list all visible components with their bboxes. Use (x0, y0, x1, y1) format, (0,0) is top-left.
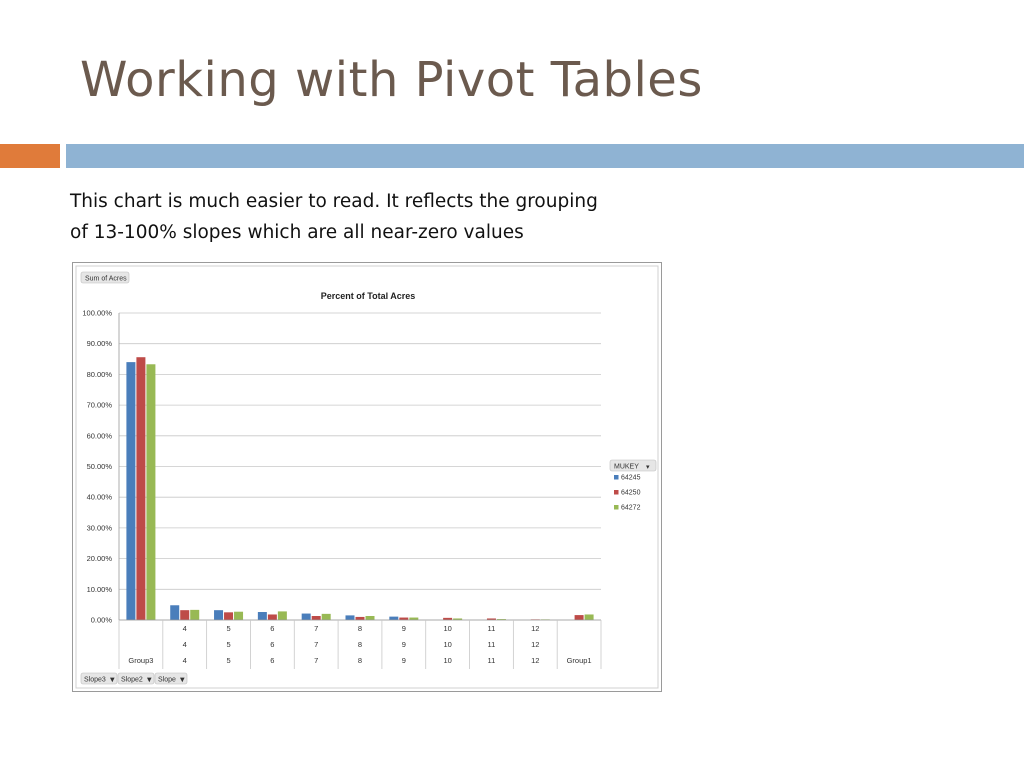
axis-field-label-slope3: Slope3 (84, 676, 106, 684)
x-tick-label: 10 (443, 624, 452, 633)
accent-bar-orange (0, 144, 60, 168)
bar (234, 612, 243, 620)
value-field-label: Sum of Acres (85, 275, 127, 283)
x-tick-label: 7 (314, 640, 319, 649)
axis-field-button-slope[interactable] (155, 673, 187, 684)
x-tick-label: 4 (182, 640, 187, 649)
x-tick-label: 8 (357, 656, 363, 665)
axis-field-button-slope2[interactable] (118, 673, 154, 684)
x-tick-label: 7 (314, 656, 319, 665)
bar (302, 614, 311, 620)
x-tick-label: 6 (270, 624, 275, 633)
bar (136, 357, 145, 620)
chart-canvas (73, 263, 661, 691)
bar (126, 362, 135, 620)
x-tick-label: 12 (531, 624, 540, 633)
bar (312, 616, 321, 620)
x-tick-label: 11 (487, 624, 496, 633)
legend-label: 64245 (621, 474, 641, 482)
bar (322, 614, 331, 620)
legend-swatch (614, 490, 619, 495)
axis-field-button-slope3[interactable] (81, 673, 117, 684)
accent-bar-blue (66, 144, 1024, 168)
x-tick-label: 5 (226, 624, 231, 633)
legend-field-label: MUKEY (614, 463, 639, 471)
x-tick-label: 4 (182, 656, 187, 665)
bar (366, 616, 375, 620)
bar (346, 615, 355, 620)
y-tick-label: 70.00% (86, 400, 112, 410)
y-tick-label: 20.00% (86, 554, 112, 564)
bar (389, 617, 398, 620)
bar (190, 610, 199, 620)
x-tick-label: 8 (357, 640, 363, 649)
bar (356, 617, 365, 620)
legend-label: 64272 (621, 504, 641, 512)
y-tick-label: 80.00% (86, 369, 112, 379)
x-tick-label: 7 (314, 624, 319, 633)
bar (268, 614, 277, 620)
body-text (70, 186, 670, 248)
x-tick-label: 11 (487, 656, 496, 665)
legend-label: 64250 (621, 489, 641, 497)
x-tick-label: 12 (531, 656, 540, 665)
axis-field-buttons[interactable] (81, 673, 187, 684)
bar (575, 615, 584, 620)
dropdown-arrow-icon[interactable]: ▼ (147, 676, 152, 684)
slide-title: Working with Pivot Tables (80, 52, 703, 108)
filter-sort-icon[interactable]: ▾ (646, 463, 650, 471)
y-tick-label: 10.00% (86, 584, 112, 594)
bar (180, 610, 189, 620)
legend-swatch (614, 505, 619, 510)
x-tick-label: 8 (357, 624, 363, 633)
bar (224, 612, 233, 620)
x-tick-label: 4 (182, 624, 187, 633)
x-tick-label: 9 (401, 624, 406, 633)
x-tick-label: 6 (270, 656, 275, 665)
y-tick-label: 50.00% (86, 462, 112, 471)
bar (278, 611, 287, 620)
x-tick-label: 5 (226, 640, 231, 649)
x-tick-label: 12 (531, 640, 540, 649)
bar (258, 612, 267, 620)
dropdown-arrow-icon[interactable]: ▼ (110, 676, 115, 684)
x-tick-label: 6 (270, 640, 275, 649)
y-tick-label: 40.00% (86, 492, 112, 502)
x-tick-label: 10 (443, 640, 452, 649)
y-tick-label: 60.00% (86, 431, 112, 441)
x-tick-label: 5 (226, 656, 231, 665)
legend-swatch (614, 475, 619, 480)
x-tick-label: 11 (487, 640, 496, 649)
x-tick-label: 10 (443, 656, 452, 665)
bar (146, 364, 155, 620)
dropdown-arrow-icon[interactable]: ▼ (180, 676, 185, 684)
x-tick-label: Group1 (566, 656, 592, 665)
body-text-line-1: This chart is much easier to read. It reflects the grouping (70, 191, 598, 212)
y-tick-label: 100.00% (82, 308, 112, 318)
axis-field-label-slope2: Slope2 (121, 676, 143, 684)
y-tick-label: 30.00% (86, 523, 112, 533)
bar (214, 610, 223, 620)
y-tick-label: 90.00% (86, 339, 112, 349)
y-tick-label: 0.00% (90, 615, 112, 625)
pivot-chart[interactable] (72, 262, 662, 692)
x-tick-label: 9 (401, 656, 406, 665)
bar (170, 605, 179, 620)
x-tick-label: 9 (401, 640, 406, 649)
axis-field-label-slope: Slope (158, 676, 176, 684)
value-field-button[interactable] (81, 272, 129, 283)
x-tick-label: Group3 (128, 656, 154, 665)
body-text-line-2: of 13-100% slopes which are all near-zero values (70, 222, 524, 243)
bar (585, 614, 594, 620)
chart-title: Percent of Total Acres (320, 291, 416, 301)
chart-inner-border (76, 266, 658, 688)
